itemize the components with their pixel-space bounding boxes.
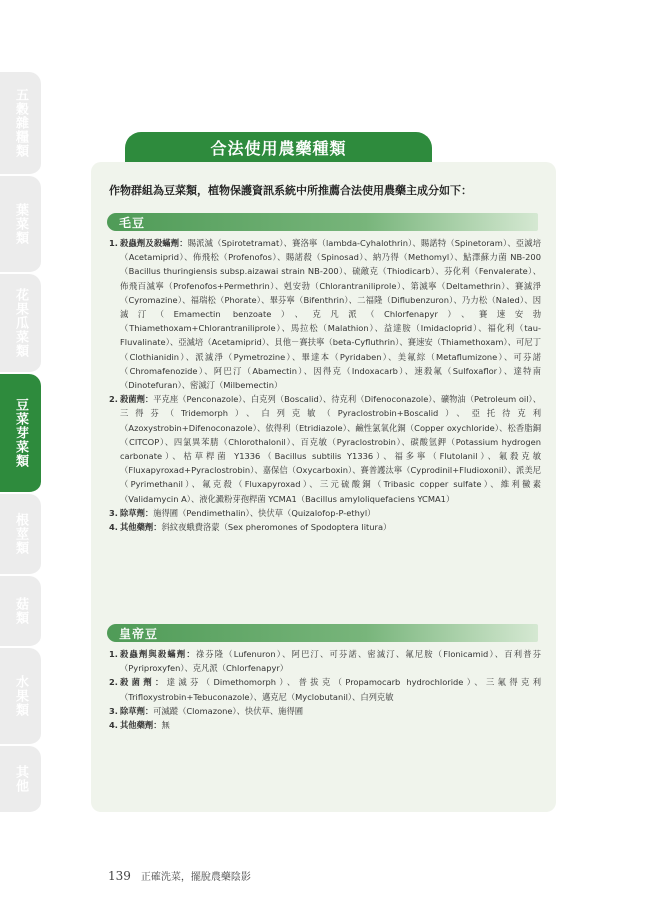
side-tab-label: 花果瓜菜類 (13, 288, 28, 358)
list-item (109, 392, 541, 506)
section-header-edamame: 毛豆 (107, 213, 538, 231)
page-title: 合法使用農藥種類 (125, 132, 432, 162)
side-tab-fruits[interactable] (0, 648, 41, 746)
item-number: 1. (109, 649, 118, 659)
intro-text: 作物群組為豆菜類，植物保護資訊系統中所推薦合法使用農藥主成分如下： (109, 184, 472, 197)
item-number: 3. (109, 705, 118, 716)
item-text: 施得圃（Pendimethalin）、快伏草（Quizalofop-P-ethyl） (153, 507, 376, 518)
item-category: 殺蟲劑與殺蟎劑： (120, 649, 196, 659)
side-tab-label: 葉菜類 (13, 203, 28, 245)
section-header-lima-bean: 皇帝豆 (107, 624, 538, 642)
item-text: 平克座（Penconazole）、白克列（Boscalid）、待克利（Difenoconazole）、礦物油（Petroleum oil）、三得芬（Tridemorph）、白列克敏（Pyraclostrobin+Boscalid）、亞托待克利（Azoxystrobin+Difenoconazole）、依得利（Etridiazole）、鹼性氯氧化銅（Copper oxychloride）、松香脂銅（CITCOP）、四氯異苯腈（Chlorothalonil）、百克敏（Pyraclostrobin）、碳酸氫鉀（Potassium hydrogen carbonate）、枯草桿菌 Y1336（Bacillus subtilis Y1336）、福多寧（Flutolanil）、氟殺克敏（Fluxapyroxad+Pyraclostrobin）、嘉保信（Oxycarboxin）、賽普護汰寧（Cyprodinil+Fludioxonil）、派美尼（Pyrimethanil）、氟克殺（Fluxapyroxad）、三元硫酸銅（Tribasic copper sulfate）、維利黴素（Validamycin A）、液化澱粉芽孢桿菌 YCMA1（Bacillus amyloliquefaciens YCMA1） (120, 394, 541, 504)
side-tab-label: 五穀雜糧類 (13, 88, 28, 158)
side-tab-leafy[interactable] (0, 176, 41, 274)
list-item (109, 647, 541, 675)
item-text: 達滅芬（Dimethomorph）、普拔克（Propamocarb hydrochloride）、三氟得克利（Trifloxystrobin+Tebuconazole）、邁克尼（Myclobutanil）、白列克敏 (120, 677, 541, 702)
side-tabs (0, 72, 41, 814)
list-item (109, 236, 541, 392)
list-item (109, 520, 541, 534)
list-item (109, 718, 541, 732)
side-tab-fruit-veg[interactable] (0, 274, 41, 374)
item-category: 除草劑： (120, 507, 154, 518)
item-category: 殺菌劑： (120, 677, 167, 688)
side-tab-grains[interactable] (0, 72, 41, 176)
lima-bean-pesticide-list (109, 647, 541, 732)
side-tab-mushrooms[interactable] (0, 576, 41, 648)
item-category: 其他藥劑： (120, 522, 162, 533)
item-number: 4. (109, 720, 118, 731)
item-text: 無 (161, 720, 170, 731)
side-tab-label: 豆菜芽菜類 (13, 398, 28, 468)
list-item (109, 675, 541, 703)
item-number: 1. (109, 238, 118, 248)
item-number: 2. (109, 677, 118, 688)
side-tab-label: 水果類 (13, 675, 28, 717)
item-category: 除草劑： (120, 705, 154, 716)
side-tab-others[interactable] (0, 746, 41, 814)
edamame-pesticide-list (109, 236, 541, 534)
item-number: 4. (109, 522, 118, 533)
item-number: 3. (109, 507, 118, 518)
item-category: 殺蟲劑及殺蟎劑： (120, 238, 188, 248)
list-item (109, 704, 541, 718)
book-title: 正確洗菜，擺脫農藥陰影 (140, 872, 251, 883)
page-footer (108, 868, 251, 883)
item-text: 賜派滅（Spirotetramat）、賽洛寧（lambda-Cyhalothrin）、賜諾特（Spinetoram）、亞滅培（Acetamiprid）、佈飛松（Profenofos）、賜諾殺（Spinosad）、納乃得（Methomyl）、鮎澤蘇力菌 NB-200（Bacillus thuringiensis subsp.aizawai strain NB-200）、硫敵克（Thiodicarb）、芬化利（Fenvalerate）、佈飛百滅寧（Profenofos+Permethrin）、剋安勃（Chlorantraniliprole）、第滅寧（Deltamethrin）、賽滅淨（Cyromazine）、福瑞松（Phorate）、畢芬寧（Bifenthrin）、二福隆（Diflubenzuron）、乃力松（Naled）、因滅汀（Emamectin benzoate）、克凡派（Chlorfenapyr）、賽速安勃（Thiamethoxam+Chlorantraniliprole）、馬拉松（Malathion）、益達胺（Imidacloprid）、福化利（tau-Fluvalinate）、亞滅培（Acetamiprid）、貝他－賽扶寧（beta-Cyfluthrin）、賽速安（Thiamethoxam）、可尼丁（Clothianidin）、派滅淨（Pymetrozine）、畢達本（Pyridaben）、美氟綜（Metaflumizone）、可芬諾（Chromafenozide）、阿巴汀（Abamectin）、因得克（Indoxacarb）、速殺氟（Sulfoxaflor）、達特南（Dinotefuran）、密滅汀（Milbemectin） (120, 238, 541, 391)
item-category: 其他藥劑： (120, 720, 162, 731)
side-tab-roots[interactable] (0, 494, 41, 576)
side-tab-label: 菇類 (13, 597, 28, 625)
page-number: 139 (108, 869, 131, 883)
item-text: 祿芬隆（Lufenuron）、阿巴汀、可芬諾、密滅汀、氟尼胺（Flonicamid）、百利普芬（Pyriproxyfen）、克凡派（Chlorfenapyr） (120, 649, 541, 674)
item-category: 殺菌劑： (120, 394, 154, 405)
list-item (109, 506, 541, 520)
item-text: 斜紋夜蛾費洛蒙（Sex pheromones of Spodoptera litura） (161, 522, 392, 533)
item-number: 2. (109, 394, 118, 405)
side-tab-label: 根莖類 (13, 513, 28, 555)
side-tab-label: 其他 (13, 765, 28, 793)
item-text: 可滅蹤（Clomazone）、快伏草、施得圃 (153, 705, 304, 716)
side-tab-beans-sprouts[interactable] (0, 374, 41, 494)
